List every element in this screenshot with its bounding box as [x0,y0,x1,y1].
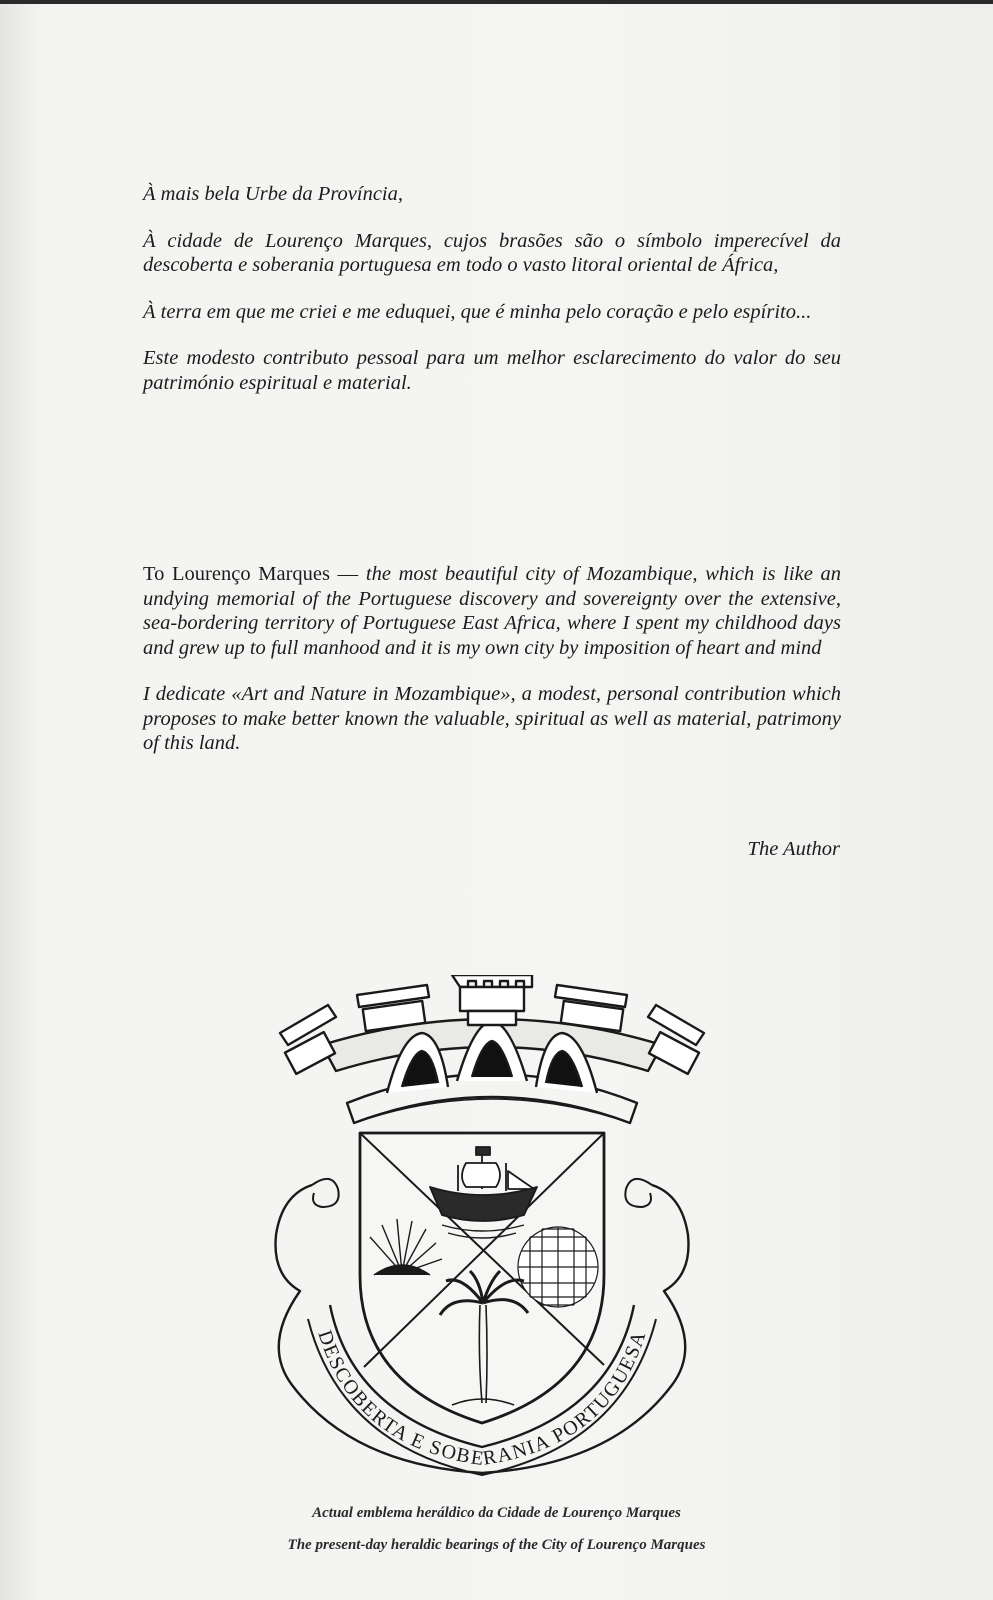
en-paragraph-2: I dedicate «Art and Nature in Mozambique», a modest, personal contribution which proposes to make better known the valuable, spiritual as well as material, patrimony of this land. [143,683,841,754]
en-paragraph-1 [143,562,841,660]
coat-of-arms-emblem [252,975,732,1495]
page-top-edge [0,0,993,4]
en-paragraph-1-lead: To Lourenço Marques — [143,563,359,585]
english-dedication [143,562,841,778]
emblem-motto-text: DESCOBERTA E SOBERANIA PORTUGUESA [313,1327,651,1471]
pt-paragraph-3: À terra em que me criei e me eduquei, que é minha pelo coração e pelo espírito... [143,300,812,323]
portuguese-dedication [143,182,841,417]
pt-paragraph-4: Este modesto contributo pessoal para um melhor esclarecimento do valor do seu património espiritual e material. [143,347,841,394]
pt-paragraph-1: À mais bela Urbe da Província, [143,183,404,205]
pt-paragraph-2: À cidade de Lourenço Marques, cujos brasões são o símbolo imperecível da descoberta e soberania portuguesa em todo o vasto litoral oriental de África, [143,229,841,276]
caption-english: The present-day heraldic bearings of the City of Lourenço Marques [287,1537,706,1553]
en-paragraph-1-rest: the most beautiful city of Mozambique, which is like an undying memorial of the Portuguese discovery and sovereignty over the extensive, sea-bordering territory of Portuguese East Africa, where I spent my childhood days and grew up to full manhood and it is my own city by imposition of heart and mind [143,563,841,659]
author-signature: The Author [747,838,840,860]
caption-portuguese: Actual emblema heráldico da Cidade de Lourenço Marques [312,1505,681,1521]
